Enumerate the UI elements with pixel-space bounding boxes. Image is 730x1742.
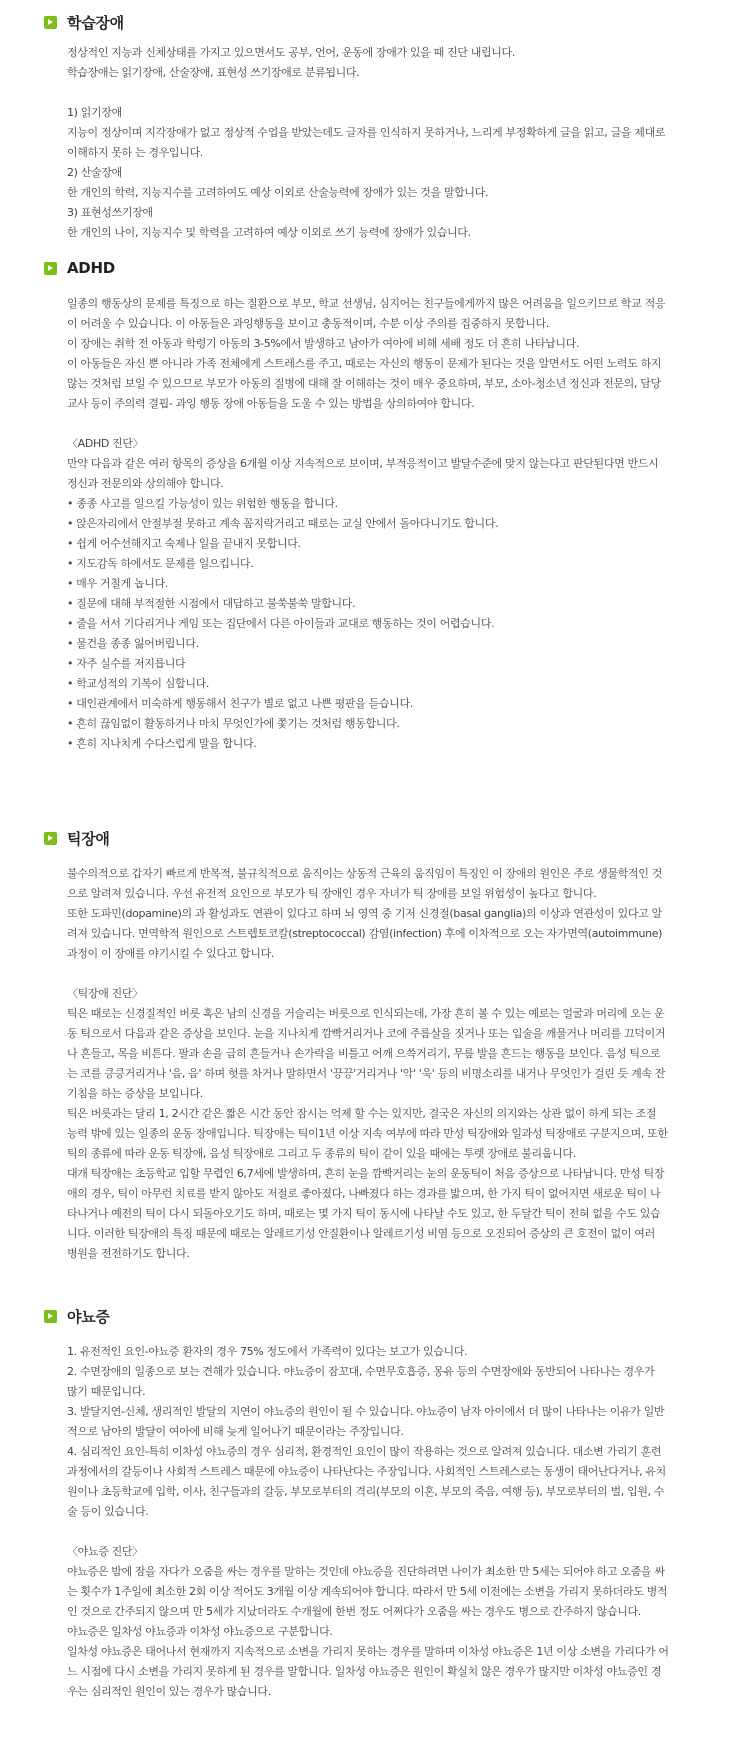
text-line: 일종의 행동상의 문제를 특징으로 하는 질환으로 부모, 학교 선생님, 심지어는 친구들에게까지 많은 어려움을 일으키므로 학교 적응: [67, 297, 666, 310]
section-heading: [44, 10, 124, 34]
section-title: 학습장애: [67, 13, 124, 32]
text-line: 원이나 초등학교에 입학, 이사, 친구들과의 갈등, 부모로부터의 격리(부모의 이혼, 부모의 죽음, 여행 등), 부모로부터의 벌, 입원, 수: [67, 1485, 665, 1498]
text-line: • 대인관계에서 미숙하게 행동해서 친구가 별로 없고 나쁜 평판을 듣습니다.: [67, 697, 413, 710]
text-line: 지능이 정상이며 지각장애가 없고 정상적 수업을 받았는데도 글자를 인식하지 못하거나, 느리게 부정확하게 글을 읽고, 글을 제대로: [67, 126, 666, 139]
text-line: 는 횟수가 1주일에 최소한 2회 이상 적어도 3개월 이상 계속되어야 합니다. 따라서 만 5세 이전에는 소변을 가리지 못하더라도 병적: [67, 1585, 668, 1598]
play-bullet-icon: [44, 262, 57, 275]
section-body: [67, 43, 697, 243]
text-line: 정상적인 지능과 신체상태를 가지고 있으면서도 공부, 언어, 운동에 장애가 있을 때 진단 내립니다.: [67, 46, 515, 59]
text-line: • 종종 사고를 일으킬 가능성이 있는 위험한 행동을 합니다.: [67, 497, 338, 510]
text-line: 과정에서의 갈등이나 사회적 스트레스 때문에 야뇨증이 나타난다는 주장입니다. 사회적인 스트레스로는 동생이 태어난다거나, 유치: [67, 1465, 666, 1478]
text-line: 과정이 이 장애를 야기시킬 수 있다고 합니다.: [67, 947, 274, 960]
text-line: 야뇨증은 일차성 야뇨증과 이차성 야뇨증으로 구분합니다.: [67, 1625, 333, 1638]
text-line: 2) 산술장애: [67, 166, 122, 179]
text-line: 야뇨증은 밤에 잠을 자다가 오줌을 싸는 경우를 말하는 것인데 야뇨증을 진단하려면 나이가 최소한 만 5세는 되어야 하고 오줌을 싸: [67, 1565, 665, 1578]
text-line: 적으로 남아의 발달이 여아에 비해 늦게 일어나기 때문이라는 주장입니다.: [67, 1425, 404, 1438]
paragraph-gap: [67, 1522, 697, 1542]
text-line: 2. 수면장애의 일종으로 보는 견해가 있습니다. 야뇨증이 잠꼬대, 수면무호흡증, 몽유 등의 수면장애와 동반되어 나타나는 경우가: [67, 1365, 655, 1378]
text-line: • 지도감독 하에서도 문제를 일으킵니다.: [67, 557, 254, 570]
text-line: 대개 틱장애는 초등학교 입할 무렵인 6,7세에 발생하며, 흔히 눈을 깜빡거리는 눈의 운동틱이 처음 증상으로 나타납니다. 만성 틱장: [67, 1167, 665, 1180]
text-line: 〈야뇨증 진단〉: [67, 1545, 143, 1558]
text-line: • 물건을 종종 잃어버립니다.: [67, 637, 199, 650]
section-title: ADHD: [67, 259, 115, 277]
text-line: 정신과 전문의와 상의해야 합니다.: [67, 477, 224, 490]
section-title: 틱장애: [67, 829, 110, 848]
play-bullet-icon: [44, 16, 57, 29]
text-line: 〈ADHD 진단〉: [67, 437, 144, 450]
text-line: 나 흔들고, 목을 비튼다. 팔과 손을 급히 흔들거나 손가락을 비틀고 어깨 으쓱거리기, 무릎 발을 흔드는 행동을 보인다. 음성 틱으로: [67, 1047, 661, 1060]
section-heading: [44, 826, 110, 850]
text-line: 려져 있습니다. 면역학적 원인으로 스트렙토코칼(streptococcal) 감염(infection) 후에 이차적으로 오는 자가면역(autoimmune): [67, 927, 663, 940]
text-line: 3. 발달지연-신체, 생리적인 발달의 지연이 야뇨증의 원인이 될 수 있습니다. 야뇨증이 남자 아이에서 더 많이 나타나는 이유가 일반: [67, 1405, 665, 1418]
text-line: 으로 알려져 있습니다. 우선 유전적 요인으로 부모가 틱 장애인 경우 자녀가 틱 장애를 보일 위험성이 높다고 합니다.: [67, 887, 597, 900]
text-line: 1) 읽기장애: [67, 106, 122, 119]
section-heading: [44, 1304, 110, 1328]
play-bullet-icon: [44, 1310, 57, 1323]
text-line: 불수의적으로 갑자기 빠르게 반복적, 불규칙적으로 움직이는 상동적 근육의 움직임이 특징인 이 장애의 원인은 주로 생물학적인 것: [67, 867, 662, 880]
text-line: 4. 심리적인 요인-특히 이차성 야뇨증의 경우 심리적, 환경적인 요인이 많이 작용하는 것으로 알려져 있습니다. 대소변 가리기 훈련: [67, 1445, 662, 1458]
text-line: 병원을 전전하기도 합니다.: [67, 1247, 190, 1260]
text-line: 않는 것처럼 보일 수 있으므로 부모가 아동의 질병에 대해 잘 이해하는 것이 매우 중요하며, 부모, 소아-청소년 정신과 전문의, 담당: [67, 377, 661, 390]
text-line: 많기 때문입니다.: [67, 1385, 146, 1398]
text-line: • 흔히 끊임없이 활동하거나 마치 무엇인가에 쫓기는 것처럼 행동합니다.: [67, 717, 400, 730]
text-line: • 매우 거칠게 놉니다.: [67, 577, 168, 590]
text-line: 이 아동들은 자신 뿐 아니라 가족 전체에게 스트레스를 주고, 때로는 자신의 행동이 문제가 된다는 것을 알면서도 어떤 노력도 하지: [67, 357, 662, 370]
text-line: 애의 경우, 틱이 아무런 치료를 받지 않아도 저절로 좋아졌다, 나빠졌다 하는 경과를 밟으며, 한 가지 틱이 없어지면 새로운 틱이 나: [67, 1187, 661, 1200]
text-line: 학습장애는 읽기장애, 산술장애, 표현성 쓰기장애로 분류됩니다.: [67, 66, 360, 79]
section-heading: [44, 256, 115, 280]
text-line: • 줄을 서서 기다리거나 게임 또는 집단에서 다른 아이들과 교대로 행동하는 것이 어렵습니다.: [67, 617, 495, 630]
text-line: 교사 등이 주의력 결핍- 과잉 행동 장애 아동들을 도울 수 있는 방법을 상의하여야 합니다.: [67, 397, 475, 410]
section-body: [67, 864, 697, 1264]
text-line: • 쉽게 어수선해지고 숙제나 일을 끝내지 못합니다.: [67, 537, 301, 550]
text-line: 동 틱으로서 다음과 같은 증상을 보인다. 눈을 지나치게 깜빡거리거나 코에 주름살을 짓거나 또는 입술을 깨물거나 머리를 끄덕이거: [67, 1027, 666, 1040]
text-line: 만약 다음과 같은 여러 항목의 증상을 6개월 이상 지속적으로 보이며, 부적응적이고 발달수준에 맞지 않는다고 판단된다면 반드시: [67, 457, 659, 470]
text-line: 는 코를 킁킁거리거나 '음, 음' 하며 헛를 차거나 말하면서 '끙끙'거리거나 '악' '욱' 등의 비명소리를 내거나 무엇인가 걸린 듯 계속 잔: [67, 1067, 666, 1080]
text-line: 틱은 때로는 신경질적인 버릇 혹은 남의 신경을 거슬리는 버릇으로 인식되는데, 가장 흔히 볼 수 있는 예로는 얼굴과 머리에 오는 운: [67, 1007, 665, 1020]
text-line: • 앉은자리에서 안절부절 못하고 계속 꼼지락거리고 때로는 교실 안에서 돌아다니기도 합니다.: [67, 517, 499, 530]
text-line: 느 시점에 다시 소변을 가리지 못하게 된 경우를 말합니다. 일차성 야뇨증은 원인이 확실치 않은 경우가 많지만 이차성 야뇨증인 경: [67, 1665, 662, 1678]
text-line: 능력 밖에 있는 일종의 운동 장애입니다. 틱장애는 틱이1년 이상 지속 여부에 따라 만성 틱장애와 일과성 틱장애로 구분지으며, 또한: [67, 1127, 668, 1140]
text-line: 틱의 종류에 따라 운동 틱장애, 음성 틱장애로 그리고 두 종류의 틱이 같이 있을 때에는 투렛 장애로 불리웁니다.: [67, 1147, 576, 1160]
text-line: 술 등이 있습니다.: [67, 1505, 149, 1518]
text-line: 3) 표현성쓰기장애: [67, 206, 153, 219]
play-bullet-icon: [44, 832, 57, 845]
paragraph-gap: [67, 964, 697, 984]
text-line: 타나거나 예전의 틱이 다시 되돌아오기도 하며, 때로는 몇 가지 틱이 동시에 나타날 수도 있고, 한 두달간 틱이 전혀 없을 수도 있습: [67, 1207, 661, 1220]
text-line: 이해하지 못하 는 경우입니다.: [67, 146, 203, 159]
text-line: • 흔히 지나치게 수다스럽게 말을 합니다.: [67, 737, 257, 750]
section-body: [67, 1342, 697, 1702]
paragraph-gap: [67, 83, 697, 103]
text-line: 기침을 하는 증상을 보입니다.: [67, 1087, 203, 1100]
text-line: • 학교성적의 기복이 심합니다.: [67, 677, 210, 690]
text-line: 니다. 이러한 틱장애의 특징 때문에 때로는 알레르기성 안질환이나 알레르기성 비염 등으로 오진되어 증상의 큰 호전이 없이 여러: [67, 1227, 655, 1240]
text-line: 인 것으로 간주되지 않으며 만 5세가 지났더라도 수개월에 한번 정도 어쩌다가 오줌을 싸는 경우도 병으로 간주하지 않습니다.: [67, 1605, 641, 1618]
paragraph-gap: [67, 414, 697, 434]
text-line: 1. 유전적인 요인-야뇨증 환자의 경우 75% 정도에서 가족력이 있다는 보고가 있습니다.: [67, 1345, 468, 1358]
text-line: 우는 심리적인 원인이 있는 경우가 많습니다.: [67, 1685, 271, 1698]
text-line: 이 장애는 취학 전 아동과 학령기 아동의 3-5%에서 발생하고 남아가 여아에 비해 세배 정도 더 흔히 나타납니다.: [67, 337, 580, 350]
text-line: 일차성 야뇨증은 태어나서 현재까지 지속적으로 소변을 가리지 못하는 경우를 말하며 이차성 야뇨증은 1년 이상 소변을 가리다가 어: [67, 1645, 669, 1658]
text-line: • 질문에 대해 부적절한 시점에서 대답하고 불쑥불쑥 말합니다.: [67, 597, 356, 610]
text-line: 한 개인의 나이, 지능지수 및 학력을 고려하여 예상 이외로 쓰기 능력에 장애가 있습니다.: [67, 226, 471, 239]
section-body: [67, 294, 697, 754]
text-line: 〈틱장애 진단〉: [67, 987, 143, 1000]
section-title: 야뇨증: [67, 1307, 110, 1326]
text-line: • 자주 실수를 저지릅니다: [67, 657, 186, 670]
text-line: 틱은 버릇과는 달리 1, 2시간 같은 짧은 시간 동안 잠시는 억제 할 수는 있지만, 결국은 자신의 의지와는 상관 없이 하게 되는 조절: [67, 1107, 657, 1120]
text-line: 한 개인의 학력, 지능지수를 고려하여도 예상 이외로 산술능력에 장애가 있는 것을 말합니다.: [67, 186, 489, 199]
text-line: 또한 도파민(dopamine)의 과 활성과도 연관이 있다고 하며 뇌 영역 중 기저 신경절(basal ganglia)의 이상과 연관성이 있다고 알: [67, 907, 662, 920]
text-line: 이 어려울 수 있습니다. 이 아동들은 과잉행동을 보이고 충동적이며, 수분 이상 주의를 집중하지 못합니다.: [67, 317, 549, 330]
